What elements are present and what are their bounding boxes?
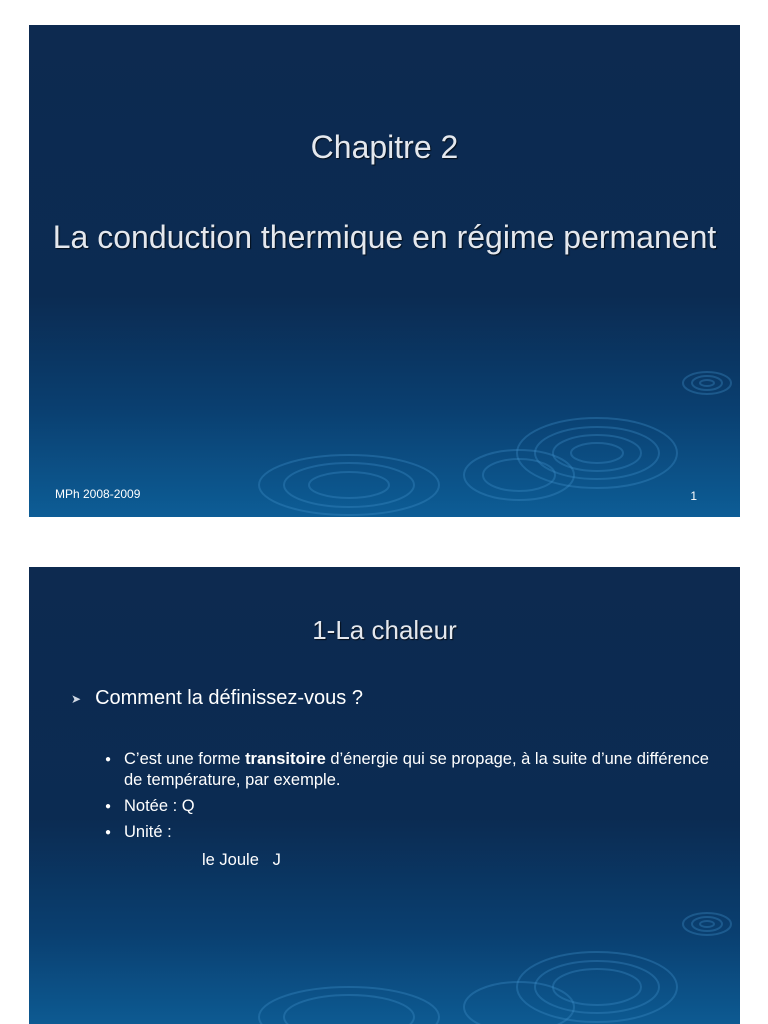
slide-subtitle: La conduction thermique en régime permanent [52, 219, 717, 255]
page-number: 1 [690, 489, 697, 503]
slide-2 [29, 567, 740, 1024]
bullet-text-part: C’est une forme [124, 750, 246, 768]
bullet-level2 [105, 749, 724, 791]
bullet-level1 [71, 687, 363, 710]
bullet-text: Notée : Q [124, 797, 195, 815]
bullet-text-bold: transitoire [245, 750, 326, 768]
arrowhead-icon: ➤ [71, 691, 82, 706]
slide-title: Chapitre 2 [310, 129, 459, 165]
bullet-text: Comment la définissez-vous ? [95, 687, 363, 709]
bullet-level2 [105, 822, 724, 843]
footer-text: MPh 2008-2009 [55, 487, 141, 501]
slide-1 [29, 25, 740, 517]
slide-title: 1-La chaleur [312, 615, 457, 645]
dot-icon: ● [105, 827, 112, 838]
bullet-text: Unité : [124, 823, 172, 841]
dot-icon: ● [105, 754, 112, 765]
unit-value: le Joule J [202, 851, 281, 869]
ripple-decoration [29, 25, 740, 517]
dot-icon: ● [105, 801, 112, 812]
bullet-level2 [105, 796, 724, 817]
bullet-text-part: d’énergie qui se propage, à la suite d’une différence de température, par exemple. [124, 750, 709, 789]
